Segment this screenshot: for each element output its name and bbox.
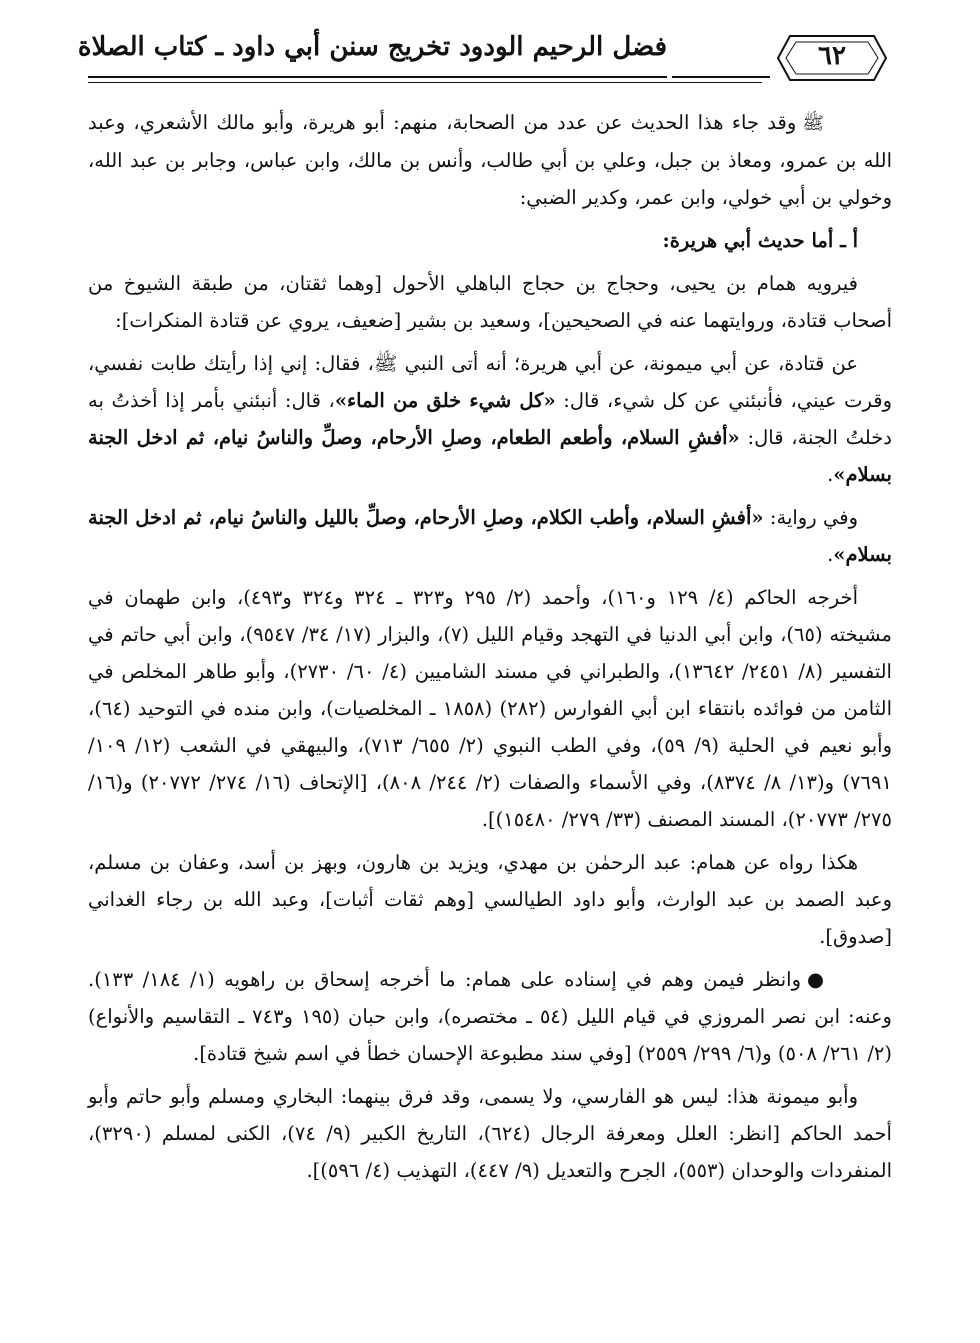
variant-quote: «أفشِ السلام، وأطب الكلام، وصلِ الأرحام، وصلِّ بالليل والناسُ نيام، ثم ادخل الجنة بسلام» [88,506,892,566]
honorific-marker-icon: ﷺ [802,113,824,134]
paragraph-note-text: وانظر فيمن وهم في إسناده على همام: ما أخرجه إسحاق بن راهويه (١/ ١٨٤/ ١٣٣). وعنه: ابن نصر المروزي في قيام الليل (٥٤ ـ مختصره)، وابن حبان (١٩٥ و٧٤٣ ـ التقاسيم والأنواع) (٢/ ٢٦١/ ٥٠٨) و(٦/ ٢٩٩/ ٢٥٥٩) [وفي سند مطبوعة الإحسان خطأ في اسم شيخ قتادة]. [88,968,892,1065]
variant-text-1: وفي رواية: [763,506,858,529]
paragraph-intro-text: وقد جاء هذا الحديث عن عدد من الصحابة، منهم: أبو هريرة، وأبو مالك الأشعري، وعبد الله بن عمرو، ومعاذ بن جبل، وعلي بن أبي طالب، وأنس بن مالك، وابن عباس، وجابر بن عبد الله، وخولي بن أبي خولي، وابن عمر، وكدير الضبي: [88,111,892,209]
page-content [88,104,892,1195]
running-title: فضل الرحيم الودود تخريج سنن أبي داود ـ كتاب الصلاة [77,32,667,62]
paragraph-note [88,961,892,1072]
hadith-quote-1: «كل شيء خلق من الماء» [334,389,556,412]
paragraph-hadith [88,345,892,493]
paragraph-variant [88,499,892,573]
hadith-text-3: . [827,463,834,486]
paragraph-transmitters: هكذا رواه عن همام: عبد الرحمٰن بن مهدي، ويزيد بن هارون، وبهز بن أسد، وعفان بن مسلم، وعبد الصمد بن عبد الوارث، وأبو داود الطيالسي [وهم ثقات أثبات]، وعبد الله بن رجاء الغداني [صدوق]. [88,851,892,948]
hadith-quote-2: «أفشِ السلام، وأطعم الطعام، وصلِ الأرحام، وصلِّ والناسُ نيام، ثم ادخل الجنة بسلام» [88,426,892,486]
paragraph-takhrij: أخرجه الحاكم (٤/ ١٢٩ و١٦٠)، وأحمد (٢/ ٢٩٥ و٣٢٣ ـ ٣٢٤ و٣٢٤ و٤٩٣)، وابن طهمان في مشيخته (٦٥)، وابن أبي الدنيا في التهجد وقيام الليل (٧)، والبزار (١٧/ ٣٤/ ٩٥٤٧)، وابن أبي حاتم في التفسير (٨/ ٢٤٥١/ ١٣٦٤٢)، والطبراني في مسند الشاميين (٤/ ٦٠/ ٢٧٣٠)، وأبو طاهر المخلص في الثامن من فوائده بانتقاء ابن أبي الفوارس (٢٨٢) (١٨٥٨ ـ المخلصيات)، وابن منده في التوحيد (٦٤)، وأبو نعيم في الحلية (٩/ ٥٩)، وفي الطب النبوي (٢/ ٦٥٥/ ٧١٣)، والبيهقي في الشعب (١٢/ ١٠٩/ ٧٦٩١) و(١٣/ ٨/ ٨٣٧٤)، وفي الأسماء والصفات (٢/ ٢٤٤/ ٨٠٨)، [الإتحاف (١٦/ ٢٧٤/ ٢٠٧٧٢) و(١٦/ ٢٧٥/ ٢٠٧٧٣)، المسند المصنف (٣٣/ ٢٧٩/ ١٥٤٨٠)]. [88,586,892,831]
page-number: ٦٢ [818,41,846,71]
header-rule-stub [672,76,770,78]
header-rule-thin [88,82,762,83]
page-number-badge [772,28,892,88]
paragraph-narrators: فيرويه همام بن يحيى، وحجاج بن حجاج الباهلي الأحول [وهما ثقتان، من طبقة الشيوخ من أصحاب قتادة، وروايتهما عنه في الصحيحين]، وسعيد بن بشير [ضعيف، يروي عن قتادة المنكرات]: [88,272,892,332]
section-heading: أ ـ أما حديث أبي هريرة: [662,229,858,252]
hadith-text-1: عن قتادة، عن أبي ميمونة، عن أبي هريرة؛ أنه أتى النبي ﷺ، فقال: إني إذا رأيتك طابت نفسي، وقرت عيني، فأنبئني عن كل شيء، قال: [88,352,892,412]
paragraph-intro [88,104,892,216]
bullet-icon: ● [806,968,824,991]
page-header [77,26,892,96]
hadith-text-2: ، قال: أنبئني بأمر إذا أخذتُ به دخلتُ الجنة، قال: [88,389,892,449]
paragraph-abu-maymuna: وأبو ميمونة هذا: ليس هو الفارسي، ولا يسمى، وقد فرق بينهما: البخاري ومسلم وأبو حاتم وأبو أحمد الحاكم [انظر: العلل ومعرفة الرجال (٦٢٤)، التاريخ الكبير (٩/ ٧٤)، الكنى لمسلم (٣٢٩٠)، المنفردات والوحدان (٥٥٣)، الجرح والتعديل (٩/ ٤٤٧)، التهذيب (٤/ ٥٩٦)]. [88,1085,892,1182]
header-rule-thick [88,76,667,78]
variant-text-2: . [827,543,834,566]
